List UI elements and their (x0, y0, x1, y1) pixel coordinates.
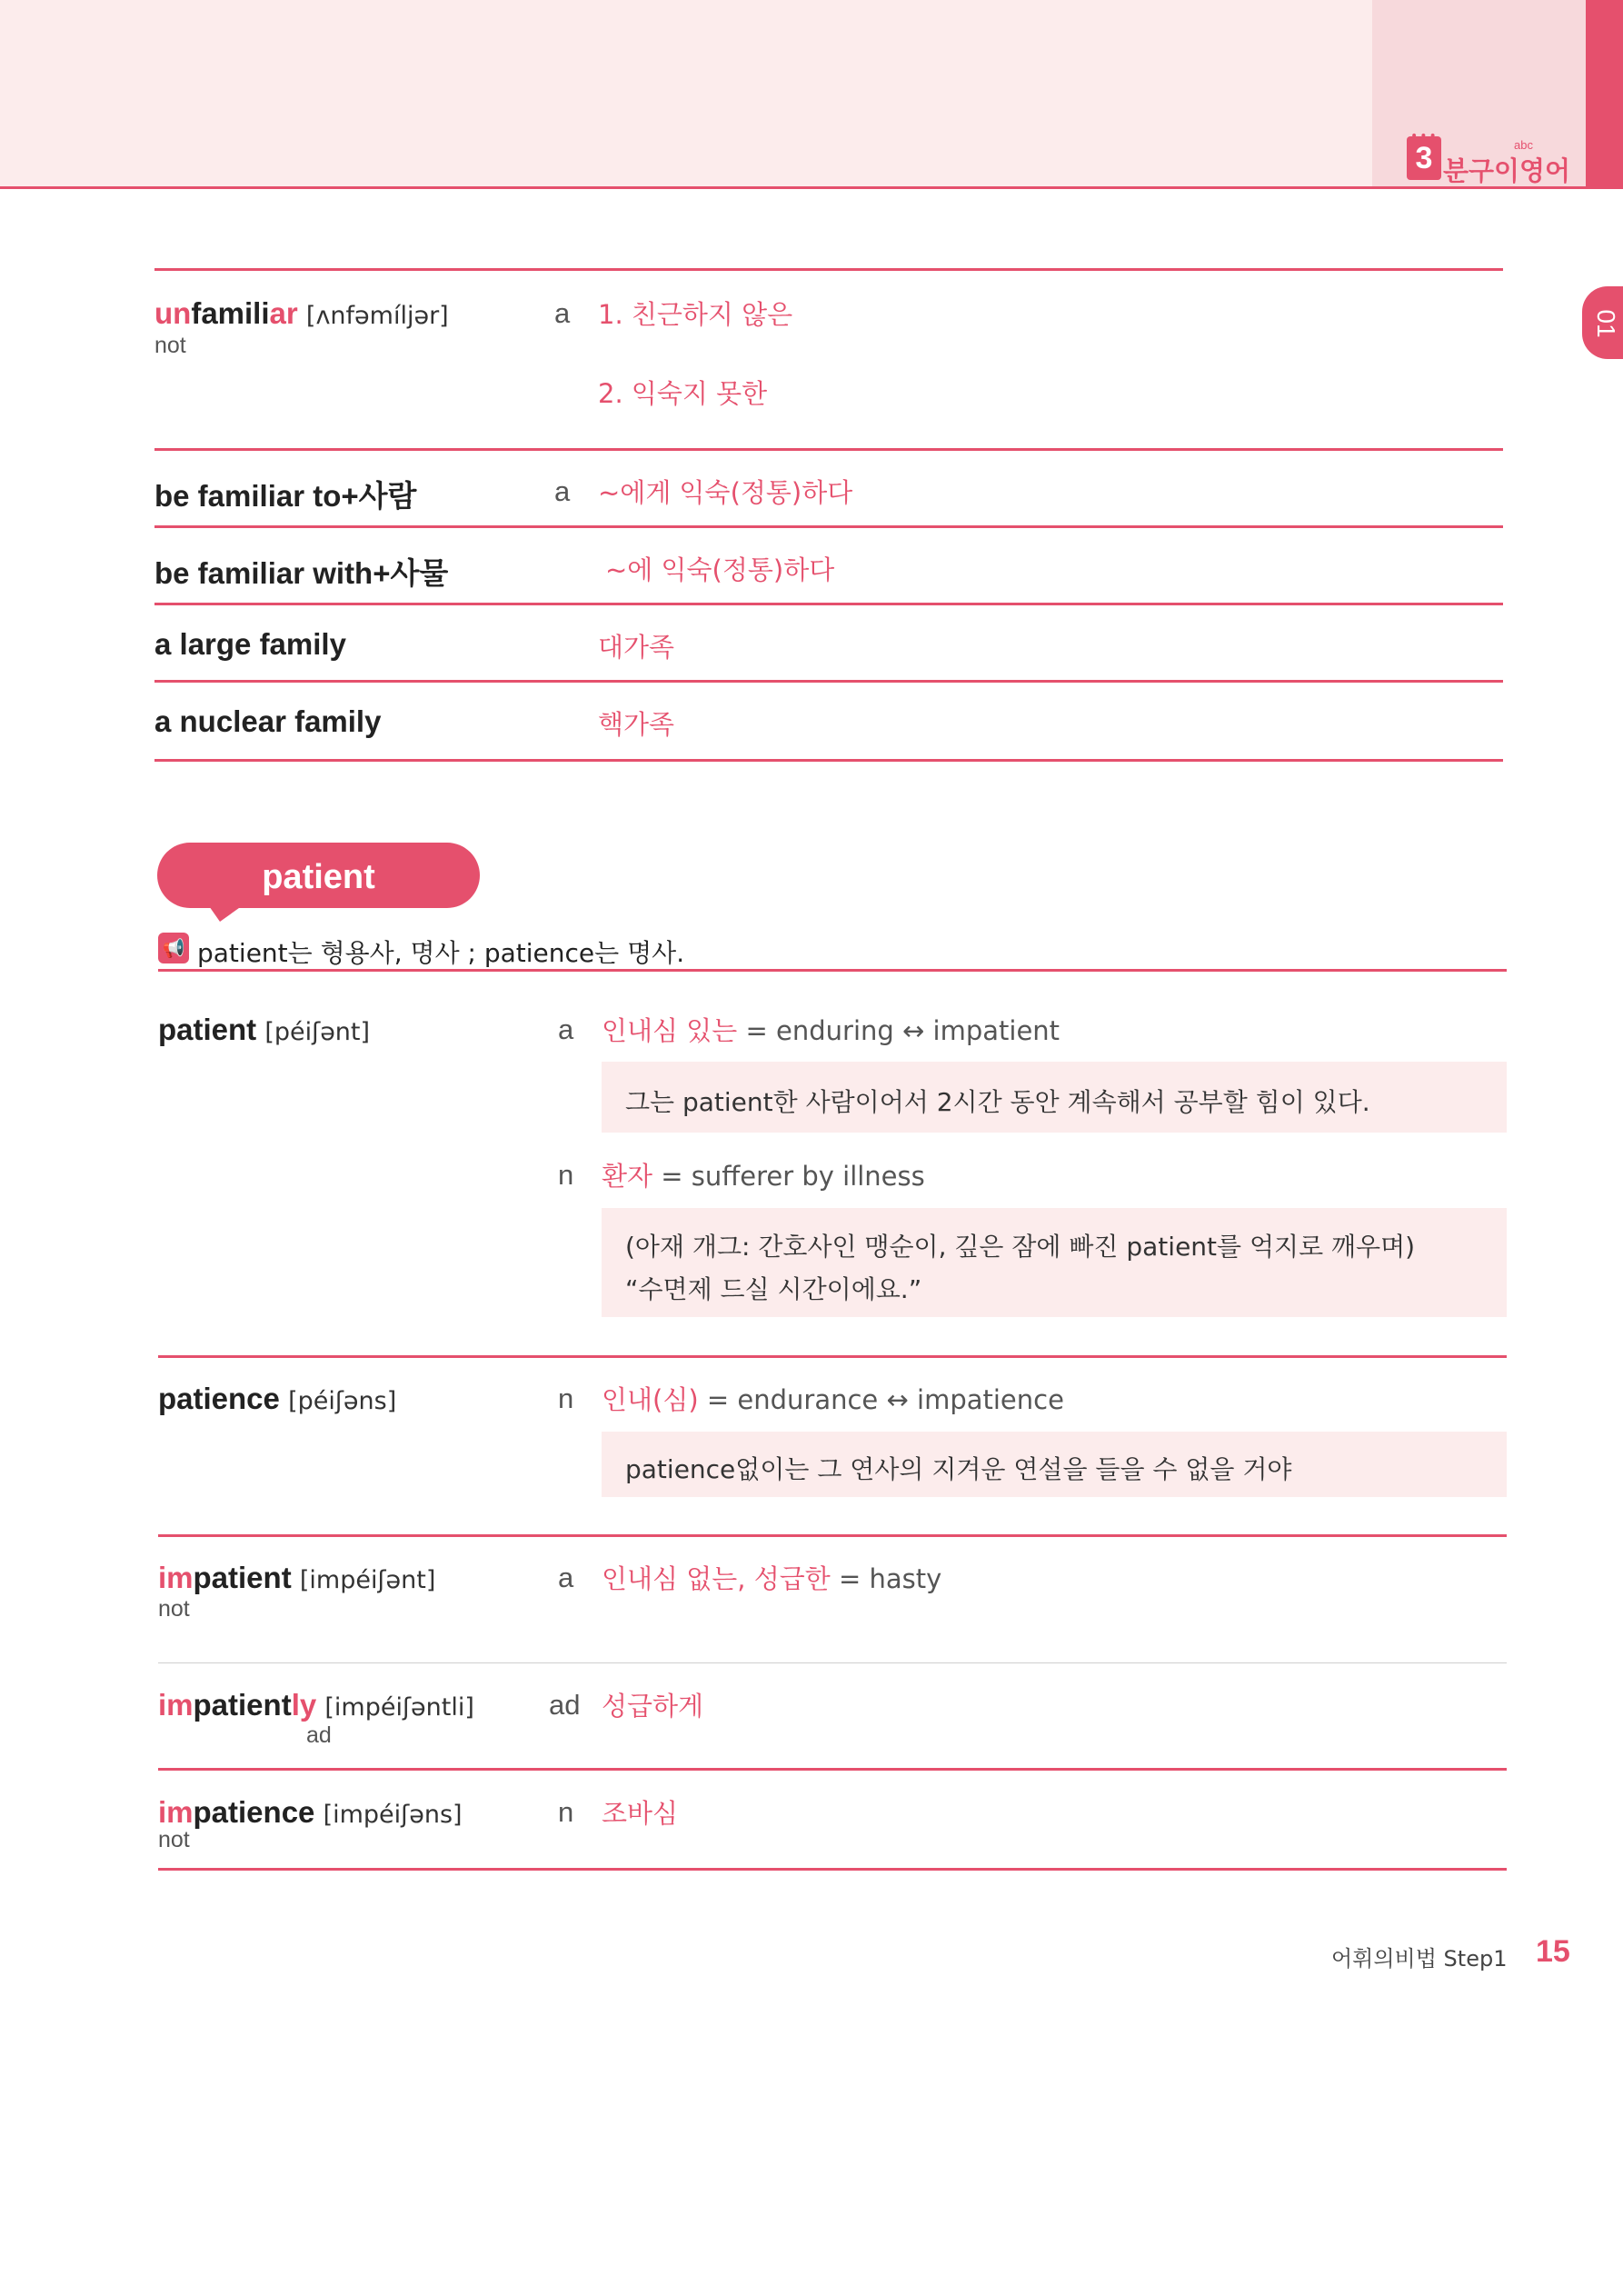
entry-impatience-ipa: [impéiʃəns] (323, 1801, 463, 1829)
entry-patient-headword: patient [péiʃənt] (158, 1013, 371, 1046)
entry-unfamiliar-headword: unfamiliar [ʌnfəmíljər] (154, 296, 449, 330)
header-divider (0, 186, 1623, 189)
entry-patience-pos: n (558, 1383, 574, 1414)
logo-name: 분구이영어 (1443, 155, 1571, 186)
entry-patience-example: patience없이는 그 연사의 지겨운 연설을 들을 수 없을 거야 (625, 1454, 1292, 1484)
row-divider (158, 969, 1507, 972)
megaphone-icon: 📢 (158, 933, 189, 963)
section-title: patient (262, 858, 375, 896)
section-title-bubble-tail (207, 903, 245, 922)
brand-logo (1407, 127, 1571, 187)
entry-impatient-meaning: 인내심 없는, 성급한 = hasty (602, 1563, 942, 1594)
entry-patient-pos-noun: n (558, 1159, 574, 1191)
entry-impatient-ipa: [impéiʃənt] (299, 1566, 436, 1594)
entry-impatience-headword: impatience [impéiʃəns] (158, 1795, 463, 1829)
entry-patient-meaning-noun: 환자 = sufferer by illness (602, 1161, 925, 1192)
entry-impatiently-ipa: [impéiʃəntli] (324, 1693, 474, 1722)
row-divider (154, 603, 1503, 605)
entry-patient-example-noun-line1: (아재 개그: 간호사인 맹순이, 깊은 잠에 빠진 patient를 억지로 깨우며) (625, 1232, 1416, 1262)
entry-patience-meaning: 인내(심) = endurance ↔ impatience (602, 1384, 1064, 1415)
entry-impatience-prefix-note: not (158, 1827, 190, 1852)
entry-unfamiliar-meaning-2: 2. 익숙지 못한 (598, 378, 768, 409)
entry-familiar-to-headword: be familiar to+사람 (154, 479, 417, 513)
row-divider (158, 1355, 1507, 1358)
entry-impatient-headword: impatient [impéiʃənt] (158, 1561, 436, 1594)
entry-impatience-meaning: 조바심 (602, 1798, 679, 1829)
row-divider (154, 525, 1503, 528)
footer-book-title: 어휘의비법 Step1 (1331, 1946, 1508, 1972)
entry-unfamiliar-ipa: [ʌnfəmíljər] (305, 302, 449, 330)
entry-patient-example-adjective: 그는 patient한 사람이어서 2시간 동안 계속해서 공부할 힘이 있다. (625, 1087, 1370, 1117)
row-divider (158, 1534, 1507, 1537)
entry-patient-example-noun-line2: “수면제 드실 시간이에요.” (625, 1274, 922, 1304)
entry-familiar-to-pos: a (554, 475, 571, 507)
chapter-tab (1582, 286, 1623, 359)
entry-impatiently-headword: impatiently [impéiʃəntli] (158, 1688, 474, 1722)
header-edge-stripe (1586, 0, 1623, 187)
entry-nuclear-family-headword: a nuclear family (154, 704, 382, 738)
row-divider (154, 268, 1503, 271)
entry-familiar-with-meaning: ~에 익숙(정통)하다 (605, 554, 835, 585)
row-divider (158, 1768, 1507, 1771)
entry-unfamiliar-prefix-note: not (154, 333, 186, 358)
logo-abc: abc (1514, 138, 1533, 152)
section-note: patient는 형용사, 명사 ; patience는 명사. (197, 938, 685, 968)
row-divider-thin (158, 1662, 1507, 1663)
row-divider (154, 448, 1503, 451)
entry-unfamiliar-pos: a (554, 297, 571, 329)
entry-impatient-prefix-note: not (158, 1596, 190, 1622)
row-divider (154, 759, 1503, 762)
entry-impatiently-meaning: 성급하게 (602, 1691, 704, 1722)
entry-patient-ipa: [péiʃənt] (264, 1018, 371, 1046)
page-number: 15 (1536, 1934, 1570, 1969)
chapter-tab-label: 01 (1592, 309, 1620, 338)
entry-impatience-pos: n (558, 1796, 574, 1828)
entry-impatiently-suffix-note: ad (306, 1722, 332, 1748)
entry-impatient-pos: a (558, 1562, 574, 1593)
entry-patient-pos-adjective: a (558, 1013, 574, 1045)
logo-badge: 3 (1407, 136, 1441, 180)
header-band (0, 0, 1372, 187)
entry-large-family-headword: a large family (154, 627, 346, 661)
entry-familiar-to-meaning: ~에게 익숙(정통)하다 (598, 477, 853, 508)
entry-patience-ipa: [péiʃəns] (288, 1387, 397, 1415)
entry-nuclear-family-meaning: 핵가족 (598, 709, 675, 740)
entry-unfamiliar-meaning-1: 1. 친근하지 않은 (598, 299, 793, 330)
entry-impatiently-pos: ad (549, 1689, 581, 1721)
entry-patience-headword: patience [péiʃəns] (158, 1382, 397, 1415)
entry-patient-meaning-adjective: 인내심 있는 = enduring ↔ impatient (602, 1015, 1060, 1046)
entry-large-family-meaning: 대가족 (598, 632, 675, 663)
row-divider (154, 680, 1503, 683)
entry-familiar-with-headword: be familiar with+사물 (154, 556, 449, 590)
row-divider (158, 1868, 1507, 1871)
